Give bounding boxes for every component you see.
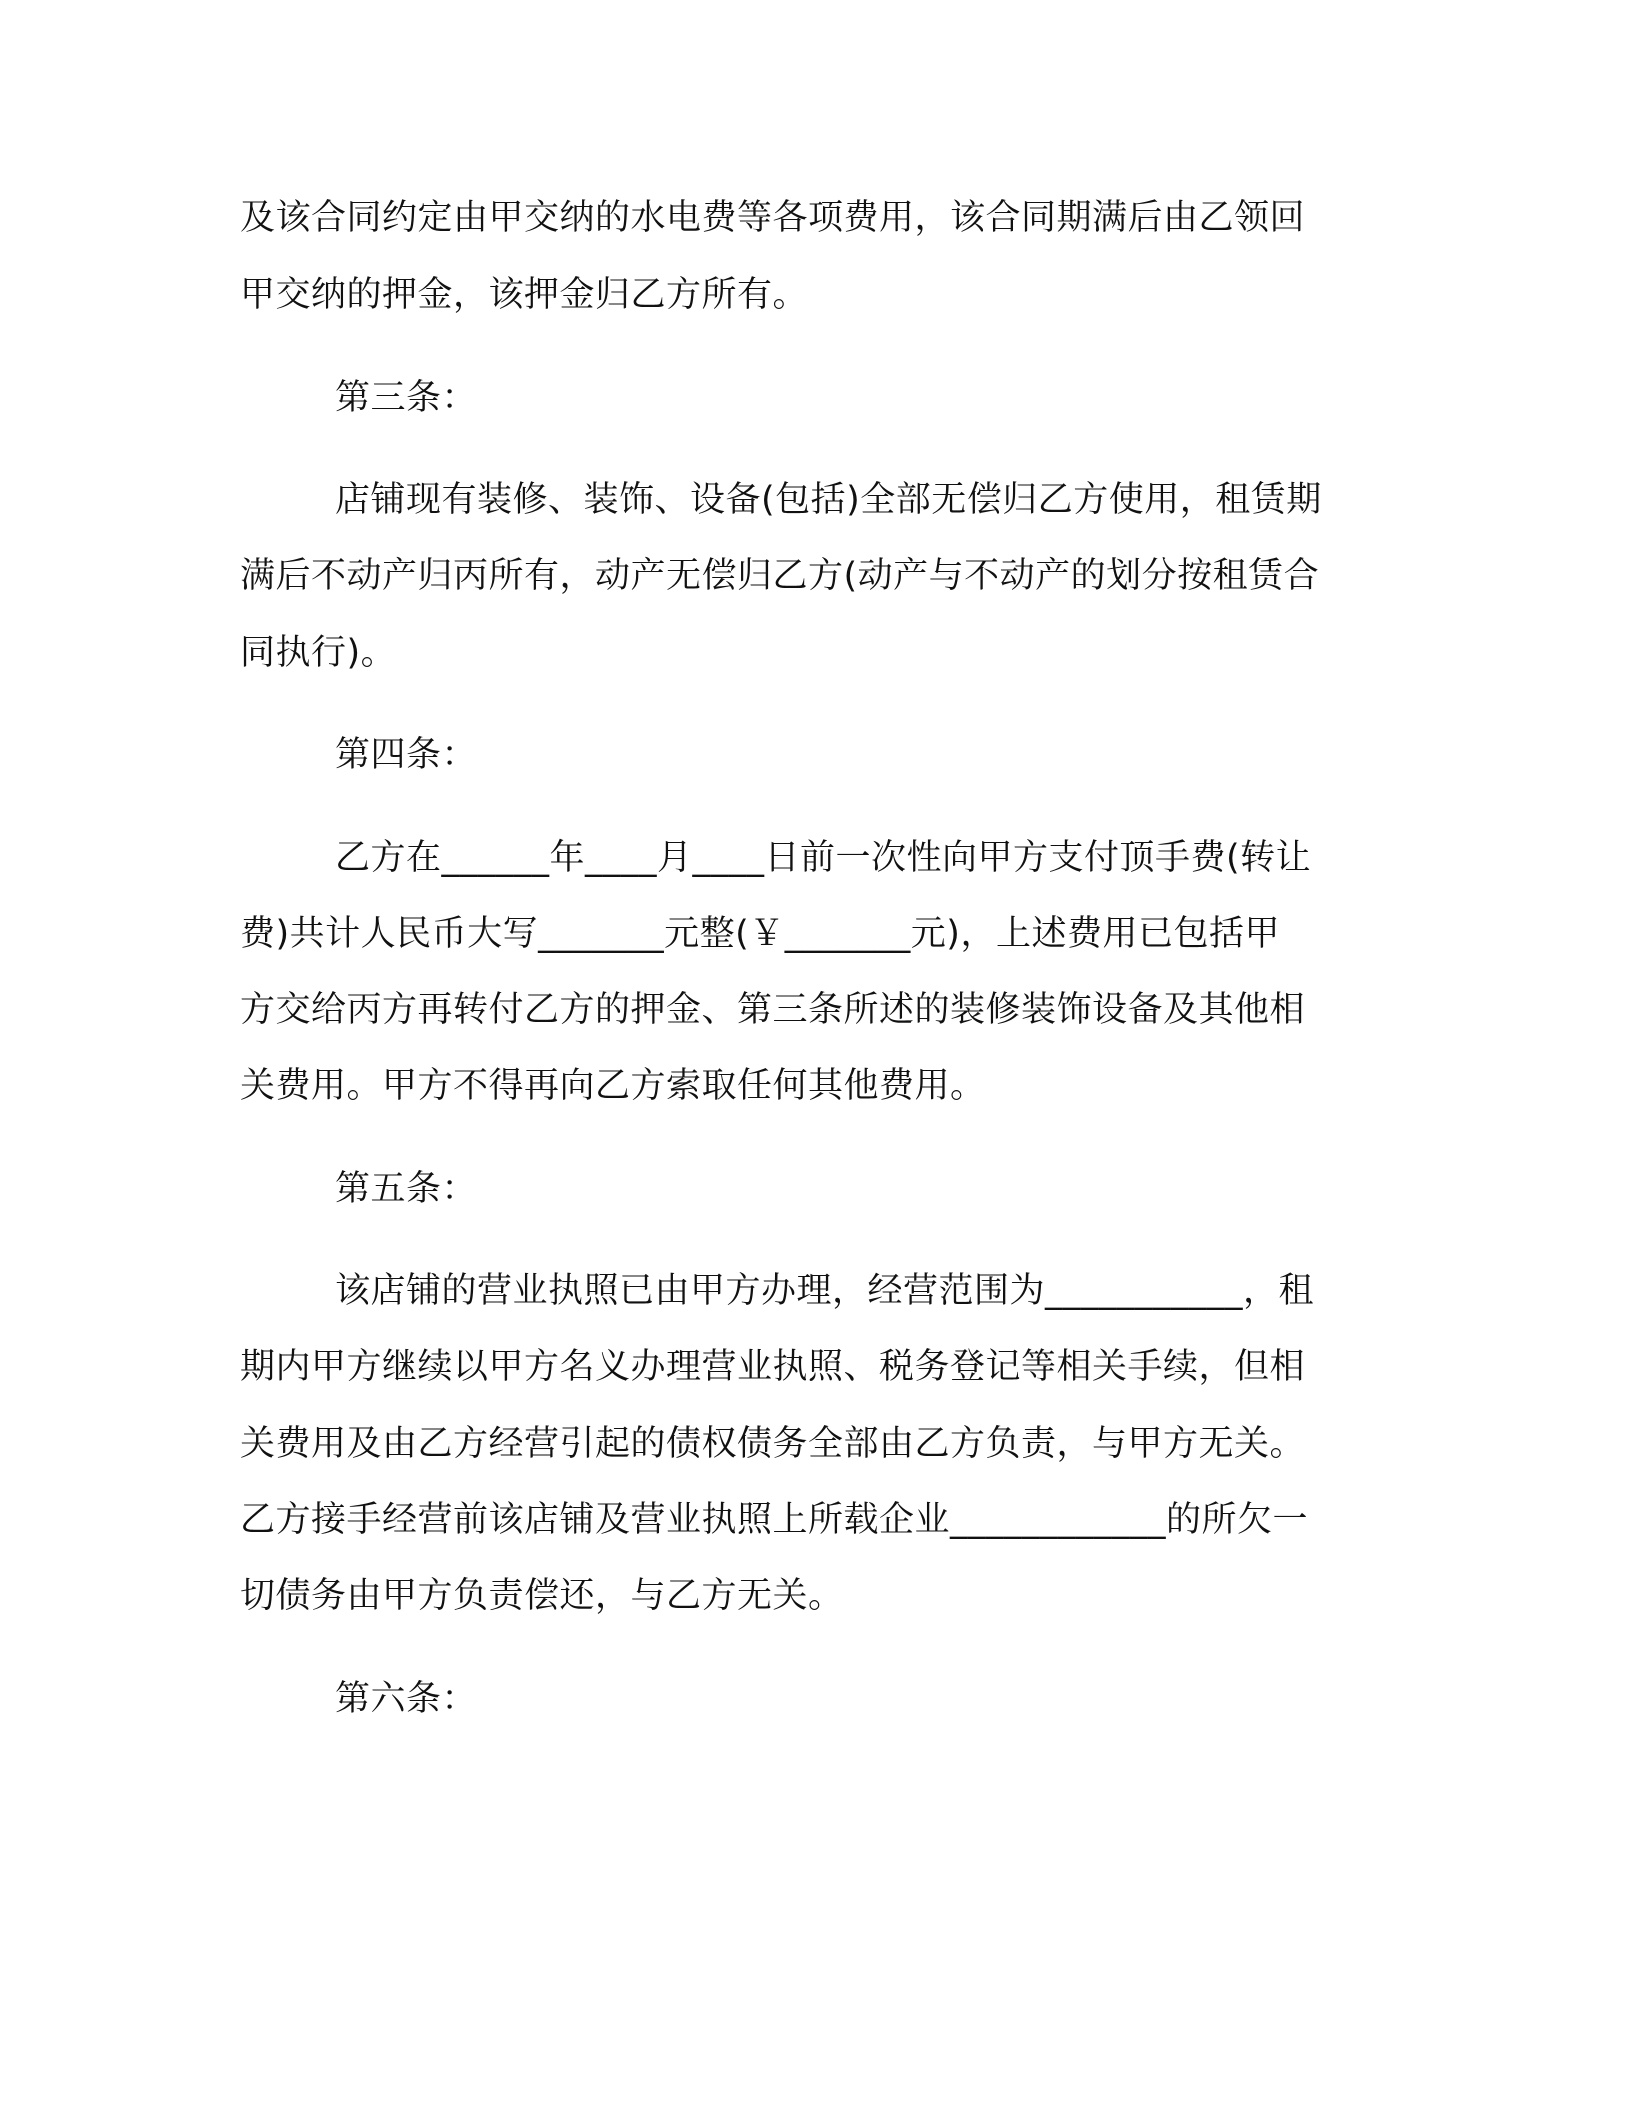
paragraph-line: 乙方在______年____月____日前一次性向甲方支付顶手费(转让 bbox=[335, 838, 1312, 878]
paragraph-line: 及该合同约定由甲交纳的水电费等各项费用，该合同期满后由乙领回 bbox=[240, 198, 1306, 238]
paragraph-line: 切债务由甲方负责偿还，与乙方无关。 bbox=[240, 1576, 844, 1616]
article-heading-4: 第四条： bbox=[335, 735, 478, 775]
paragraph-line: 甲交纳的押金，该押金归乙方所有。 bbox=[240, 275, 809, 315]
paragraph-line: 关费用。甲方不得再向乙方索取任何其他费用。 bbox=[240, 1066, 986, 1106]
paragraph-line: 方交给丙方再转付乙方的押金、第三条所述的装修装饰设备及其他相 bbox=[240, 990, 1306, 1030]
paragraph-line: 乙方接手经营前该店铺及营业执照上所载企业____________的所欠一 bbox=[240, 1500, 1309, 1540]
paragraph-line: 店铺现有装修、装饰、设备(包括)全部无偿归乙方使用，租赁期 bbox=[335, 480, 1322, 520]
paragraph-line: 满后不动产归丙所有，动产无偿归乙方(动产与不动产的划分按租赁合 bbox=[240, 556, 1320, 596]
article-heading-3: 第三条： bbox=[335, 378, 478, 418]
paragraph-line: 关费用及由乙方经营引起的债权债务全部由乙方负责，与甲方无关。 bbox=[240, 1424, 1306, 1464]
paragraph-line: 费)共计人民币大写_______元整(￥_______元)，上述费用已包括甲 bbox=[240, 914, 1280, 954]
article-heading-5: 第五条： bbox=[335, 1169, 478, 1209]
article-heading-6: 第六条： bbox=[335, 1679, 478, 1719]
paragraph-line: 期内甲方继续以甲方名义办理营业执照、税务登记等相关手续，但相 bbox=[240, 1347, 1306, 1387]
paragraph-line: 同执行)。 bbox=[240, 633, 397, 673]
paragraph-line: 该店铺的营业执照已由甲方办理，经营范围为___________，租 bbox=[335, 1271, 1315, 1311]
